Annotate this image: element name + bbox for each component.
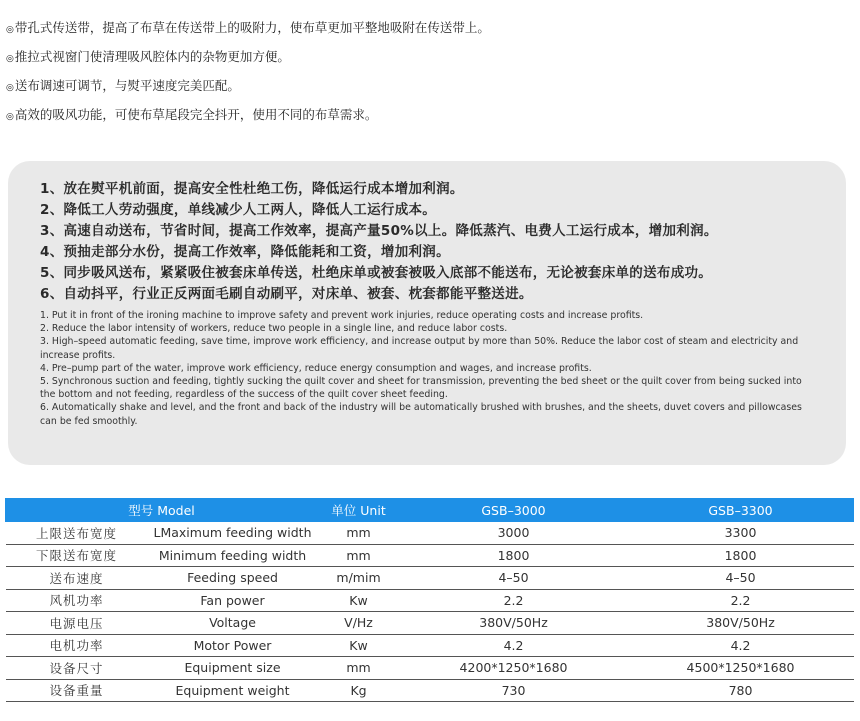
header-model: 型号 Model bbox=[6, 499, 318, 522]
param-value-2: 780 bbox=[628, 679, 854, 702]
advantages-en-list bbox=[40, 309, 818, 428]
param-unit: mm bbox=[318, 544, 400, 567]
param-en: Equipment size bbox=[148, 657, 318, 680]
param-unit: mm bbox=[318, 522, 400, 545]
param-zh: 送布速度 bbox=[6, 567, 148, 590]
param-value-2: 4500*1250*1680 bbox=[628, 657, 854, 680]
bullet-icon: ◎ bbox=[6, 83, 14, 93]
param-value-1: 380V/50Hz bbox=[400, 612, 628, 635]
spec-table bbox=[5, 498, 854, 702]
param-value-2: 2.2 bbox=[628, 589, 854, 612]
advantage-zh-item: 5、同步吸风送布，紧紧吸住被套床单传送，杜绝床单或被套被吸入底部不能送布，无论被套床单的送布成功。 bbox=[40, 265, 713, 281]
advantages-zh-list bbox=[40, 179, 718, 305]
feature-text: 带孔式传送带，提高了布草在传送带上的吸附力，使布草更加平整地吸附在传送带上。 bbox=[14, 20, 490, 35]
table-row bbox=[6, 522, 854, 545]
advantage-en-item: 5. Synchronous suction and feeding, tightly sucking the quilt cover and sheet for transmission, preventing the bed sheet or the quilt cover from being sucked into the bottom and not feeding, regardless of the success of the quilt cover sheet feeding. bbox=[40, 376, 802, 401]
param-value-2: 380V/50Hz bbox=[628, 612, 854, 635]
table-row bbox=[6, 589, 854, 612]
advantage-zh-item: 2、降低工人劳动强度，单线减少人工两人，降低人工运行成本。 bbox=[40, 202, 437, 218]
param-zh: 设备尺寸 bbox=[6, 657, 148, 680]
advantage-en-item: 4. Pre–pump part of the water, improve work efficiency, reduce energy consumption and wages, and increase profits. bbox=[40, 362, 592, 374]
spec-table-header bbox=[6, 499, 854, 522]
param-zh: 风机功率 bbox=[6, 589, 148, 612]
feature-item bbox=[6, 18, 490, 47]
param-en: Fan power bbox=[148, 589, 318, 612]
param-value-1: 4.2 bbox=[400, 634, 628, 657]
feature-text: 推拉式视窗门使清理吸风腔体内的杂物更加方便。 bbox=[14, 49, 290, 64]
table-row bbox=[6, 679, 854, 702]
feature-item bbox=[6, 105, 490, 134]
param-value-2: 4–50 bbox=[628, 567, 854, 590]
param-value-2: 3300 bbox=[628, 522, 854, 545]
param-value-1: 730 bbox=[400, 679, 628, 702]
feature-item bbox=[6, 47, 490, 76]
param-en: Motor Power bbox=[148, 634, 318, 657]
param-unit: m/mim bbox=[318, 567, 400, 590]
param-value-1: 1800 bbox=[400, 544, 628, 567]
advantage-zh-item: 6、自动抖平，行业正反两面毛刷自动刷平，对床单、被套、枕套都能平整送进。 bbox=[40, 286, 533, 302]
bullet-icon: ◎ bbox=[6, 25, 14, 35]
advantage-zh-item: 4、预抽走部分水份，提高工作效率，降低能耗和工资，增加利润。 bbox=[40, 244, 450, 260]
param-value-1: 4200*1250*1680 bbox=[400, 657, 628, 680]
table-row bbox=[6, 657, 854, 680]
param-zh: 电源电压 bbox=[6, 612, 148, 635]
bullet-icon: ◎ bbox=[6, 112, 14, 122]
table-row bbox=[6, 634, 854, 657]
feature-text: 送布调速可调节，与熨平速度完美匹配。 bbox=[14, 78, 240, 93]
table-row bbox=[6, 612, 854, 635]
param-value-1: 2.2 bbox=[400, 589, 628, 612]
param-value-1: 3000 bbox=[400, 522, 628, 545]
param-unit: Kw bbox=[318, 634, 400, 657]
feature-item bbox=[6, 76, 490, 105]
header-model-1: GSB–3000 bbox=[400, 499, 628, 522]
advantage-zh-item: 1、放在熨平机前面，提高安全性杜绝工伤，降低运行成本增加利润。 bbox=[40, 181, 464, 197]
advantage-zh-item: 3、高速自动送布，节省时间，提高工作效率，提高产量50%以上。降低蒸汽、电费人工运行成本，增加利润。 bbox=[40, 223, 718, 239]
advantage-en-item: 6. Automatically shake and level, and the front and back of the industry will be automatically brushed with brushes, and the sheets, duvet covers and pillowcases can be fed smoothly. bbox=[40, 402, 802, 427]
bullet-icon: ◎ bbox=[6, 54, 14, 64]
table-row bbox=[6, 544, 854, 567]
param-unit: Kg bbox=[318, 679, 400, 702]
param-value-1: 4–50 bbox=[400, 567, 628, 590]
param-en: Feeding speed bbox=[148, 567, 318, 590]
table-row bbox=[6, 567, 854, 590]
header-model-2: GSB–3300 bbox=[628, 499, 854, 522]
param-en: Equipment weight bbox=[148, 679, 318, 702]
param-unit: V/Hz bbox=[318, 612, 400, 635]
param-value-2: 4.2 bbox=[628, 634, 854, 657]
param-value-2: 1800 bbox=[628, 544, 854, 567]
advantages-panel bbox=[8, 161, 846, 465]
advantage-en-item: 2. Reduce the labor intensity of workers, reduce two people in a single line, and reduce labor costs. bbox=[40, 323, 508, 335]
advantage-en-item: 1. Put it in front of the ironing machine to improve safety and prevent work injuries, reduce operating costs and increase profits. bbox=[40, 310, 644, 321]
param-zh: 设备重量 bbox=[6, 679, 148, 702]
param-en: LMaximum feeding width bbox=[148, 522, 318, 545]
param-en: Minimum feeding width bbox=[148, 544, 318, 567]
header-unit: 单位 Unit bbox=[318, 499, 400, 522]
feature-list bbox=[6, 18, 490, 134]
feature-text: 高效的吸风功能，可使布草尾段完全抖开，使用不同的布草需求。 bbox=[14, 107, 378, 122]
advantage-en-item: 3. High–speed automatic feeding, save time, improve work efficiency, and increase output by more than 50%. Reduce the labor cost of steam and electricity and increase profits. bbox=[40, 336, 799, 361]
param-zh: 下限送布宽度 bbox=[6, 544, 148, 567]
param-en: Voltage bbox=[148, 612, 318, 635]
param-zh: 上限送布宽度 bbox=[6, 522, 148, 545]
param-unit: mm bbox=[318, 657, 400, 680]
param-unit: Kw bbox=[318, 589, 400, 612]
param-zh: 电机功率 bbox=[6, 634, 148, 657]
